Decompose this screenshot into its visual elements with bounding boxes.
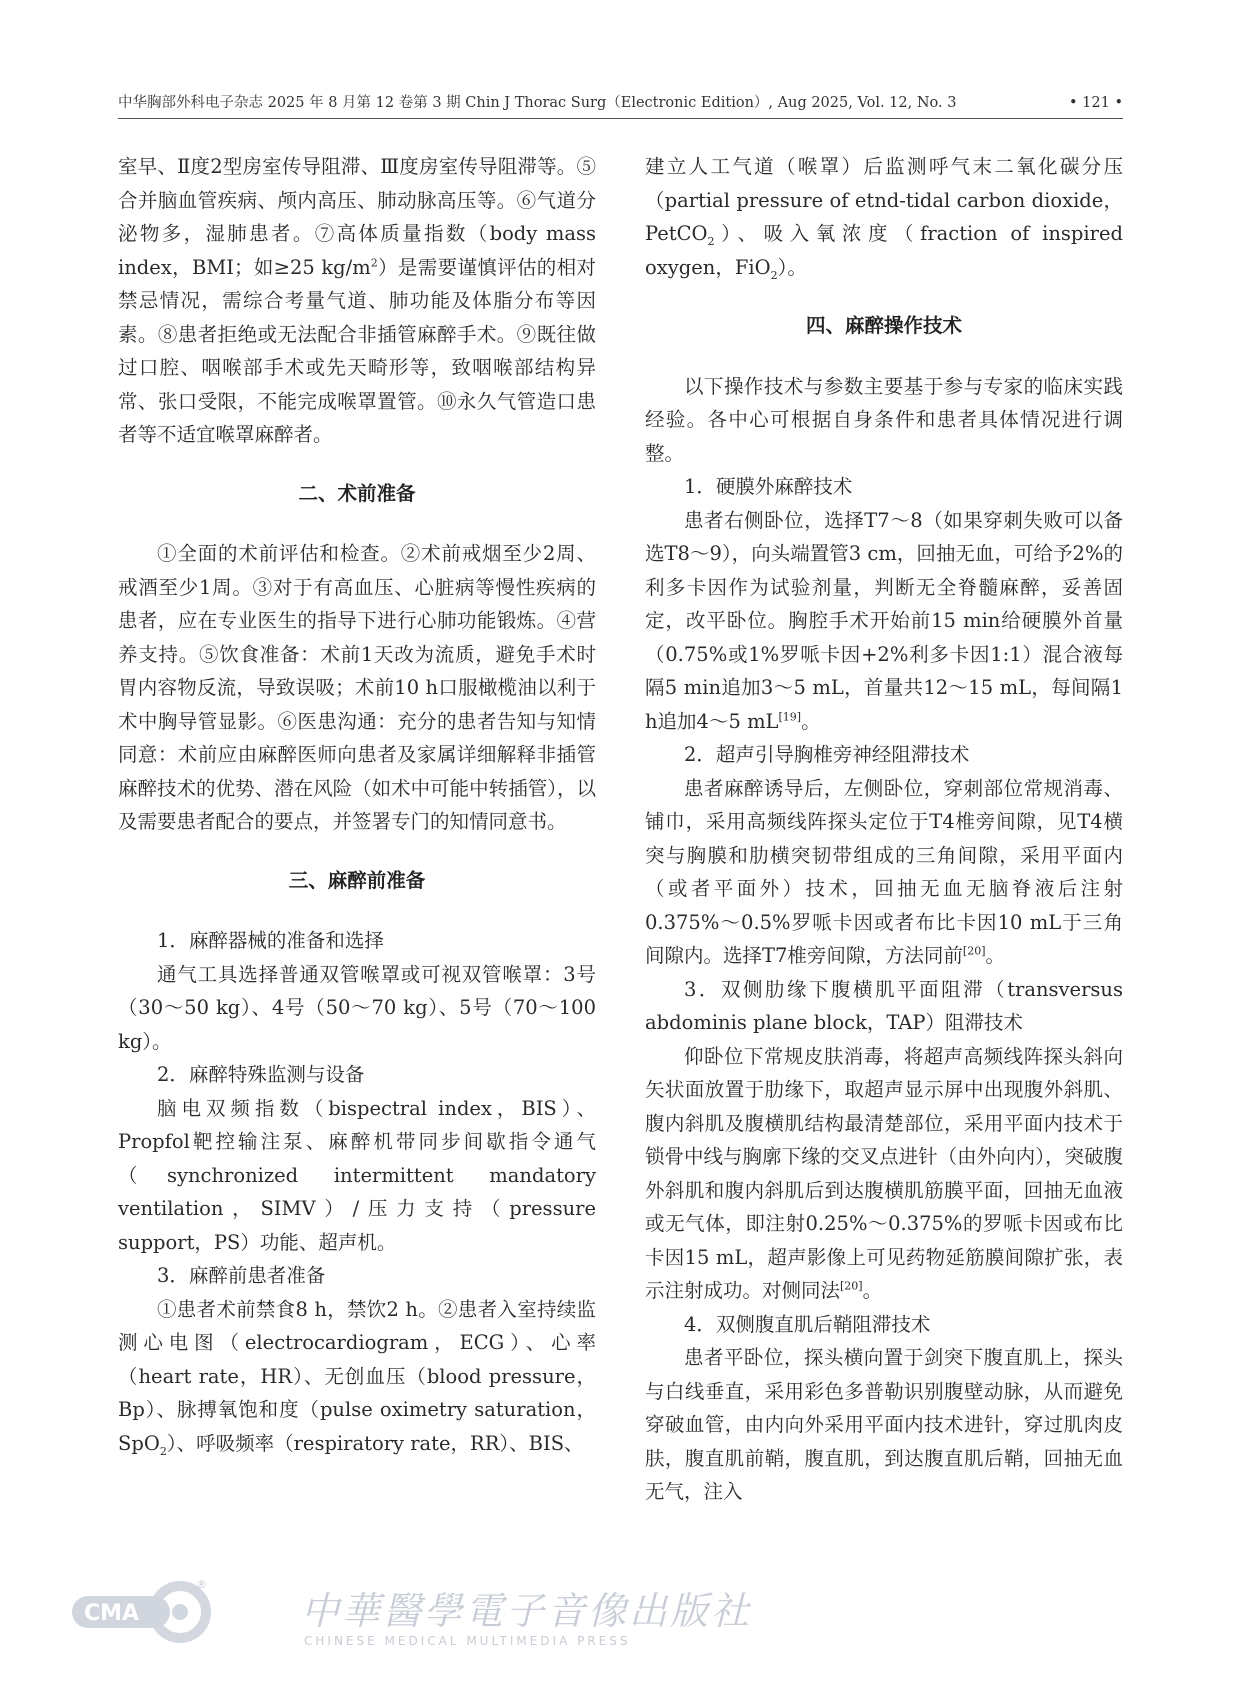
tap-paragraph: 仰卧位下常规皮肤消毒，将超声高频线阵探头斜向矢状面放置于肋缘下，取超声显示屏中出现腹外斜肌、腹内斜肌及腹横肌结构最清楚部位，采用平面内技术于锁骨中线与胸廓下缘的交叉点进针（由外向内），突破腹外斜肌和腹内斜肌后到达腹横肌筋膜平面，回抽无血液或无气体，即注射0.25%～0.375%的罗哌卡因或布比卡因15 mL，超声影像上可见药物延筋膜间隙扩张，表示注射成功。对侧同法[20]。 [645,1044,1123,1302]
rectus-sheath-paragraph: 患者平卧位，探头横向置于剑突下腹直肌上，探头与白线垂直，采用彩色多普勒识别腹壁动脉，从而避免穿破血管，由内向外采用平面内技术进针，穿过肌肉皮肤，腹直肌前鞘，腹直肌，到达腹直肌后鞘，回抽无血无气，注入 [645,1346,1123,1503]
subsection-title-tap: 3．双侧肋缘下腹横肌平面阻滞（transversus abdominis plane block，TAP）阻滞技术 [645,977,1123,1034]
cma-logo [68,1578,213,1644]
journal-citation: 中华胸部外科电子杂志 2025 年 8 月第 12 卷第 3 期 Chin J Thorac Surg（Electronic Edition）, Aug 2025, Vol. 12, No. 3 [118,95,957,111]
right-column [645,150,1123,1509]
press-name-english: CHINESE MEDICAL MULTIMEDIA PRESS [304,1634,631,1648]
subsection-title-patient-prep: 3．麻醉前患者准备 [157,1264,326,1287]
running-header [118,88,1123,119]
press-name-chinese: 中華醫學電子音像出版社 [301,1589,753,1633]
citation-ref: [20] [962,944,986,958]
section-heading-techniques: 四、麻醉操作技术 [805,314,962,337]
subsection-title-epidural: 1．硬膜外麻醉技术 [684,475,853,498]
svg-text:CMA: CMA [84,1601,140,1626]
techniques-intro: 以下操作技术与参数主要基于参与专家的临床实践经验。各中心可根据自身条件和患者具体情况进行调整。 [645,374,1123,465]
section-heading-preanesthesia: 三、麻醉前准备 [288,868,426,892]
page-number: • 121 • [1069,95,1123,111]
citation-ref: [19] [778,710,802,723]
monitoring-paragraph: 脑电双频指数（bispectral index，BIS）、Propfol靶控输注泵、麻醉机带同步间歇指令通气（synchronized intermittent mandatory ventilation，SIMV）/压力支持（pressure support，PS）功能、超声机。 [118,1096,596,1254]
svg-text:®: ® [196,1578,207,1591]
subsection-title-rectus-sheath: 4．双侧腹直肌后鞘阻滞技术 [684,1312,931,1336]
equipment-paragraph: 通气工具选择普通双管喉罩或可视双管喉罩：3号（30～50 kg）、4号（50～70 kg）、5号（70～100 kg）。 [118,962,596,1053]
paravertebral-paragraph: 患者麻醉诱导后，左侧卧位，穿刺部位常规消毒、铺巾，采用高频线阵探头定位于T4椎旁间隙，见T4横突与胸膜和肋横突韧带组成的三角间隙，采用平面内（或者平面外）技术，回抽无血无脑脊液后注射0.375%～0.5%罗哌卡因或者布比卡因10 mL于三角间隙内。选择T7椎旁间隙，方法同前[20]。 [645,776,1123,967]
subsection-title-equipment: 1．麻醉器械的准备和选择 [157,929,384,952]
contraindications-continued: 室早、Ⅱ度2型房室传导阻滞、Ⅲ度房室传导阻滞等。⑤合并脑血管疾病、颅内高压、肺动脉高压等。⑥气道分泌物多，湿肺患者。⑦高体质量指数（body mass index，BMI；如≥25 $kg/m^2$）是需要谨慎评估的相对禁忌情况，需综合考量气道、肺功能及体脂分布等因素。⑧患者拒绝或无法配合非插管麻醉手术。⑨既往做过口腔、咽喉部手术或先天畸形等，致咽喉部结构异常、张口受限，不能完成喉罩置管。⑩永久气管造口患者等不适宜喉罩麻醉者。 [118,155,596,446]
subsection-title-monitoring: 2．麻醉特殊监测与设备 [157,1063,365,1086]
left-column [118,150,596,1460]
section-heading-preop: 二、术前准备 [298,481,416,505]
patient-prep-paragraph: ①患者术前禁食8 h，禁饮2 h。②患者入室持续监测心电图（electrocardiogram，ECG）、心率（heart rate，HR）、无创血压（blood pressure，Bp）、脉搏氧饱和度（pulse oximetry saturation，SpO$_2$）、呼吸频率（respiratory rate，RR）、BIS、 [118,1297,596,1458]
monitoring-continued: 建立人工气道（喉罩）后监测呼气末二氧化碳分压（partial pressure of etnd-tidal carbon dioxide，PetCO$_2$）、吸入氧浓度（fraction of inspired oxygen，FiO$_2$）。 [645,155,1123,282]
publisher-footer [68,1578,753,1658]
preop-paragraph: ①全面的术前评估和检查。②术前戒烟至少2周、戒酒至少1周。③对于有高血压、心脏病等慢性疾病的患者，应在专业医生的指导下进行心肺功能锻炼。④营养支持。⑤饮食准备：术前1天改为流质，避免手术时胃内容物反流，导致误吸；术前10 h口服橄榄油以利于术中胸导管显影。⑥医患沟通：充分的患者告知与知情同意：术前应由麻醉医师向患者及家属详细解释非插管麻醉技术的优势、潜在风险（如术中可能中转插管），以及需要患者配合的要点，并签署专门的知情同意书。 [118,542,596,833]
citation-ref: [20] [840,1279,863,1293]
subsection-title-paravertebral: 2．超声引导胸椎旁神经阻滞技术 [684,743,970,766]
epidural-paragraph: 患者右侧卧位，选择T7～8（如果穿刺失败可以备选T8～9），向头端置管3 cm，回抽无血，可给予2%的利多卡因作为试验剂量，判断无全脊髓麻醉，妥善固定，改平卧位。胸腔手术开始前15 min给硬膜外首量（0.75%或1%罗哌卡因+2%利多卡因1:1）混合液每隔5 min追加3～5 mL，首量共12～15 mL，每间隔1 h追加4～5 mL[19]。 [645,508,1123,733]
